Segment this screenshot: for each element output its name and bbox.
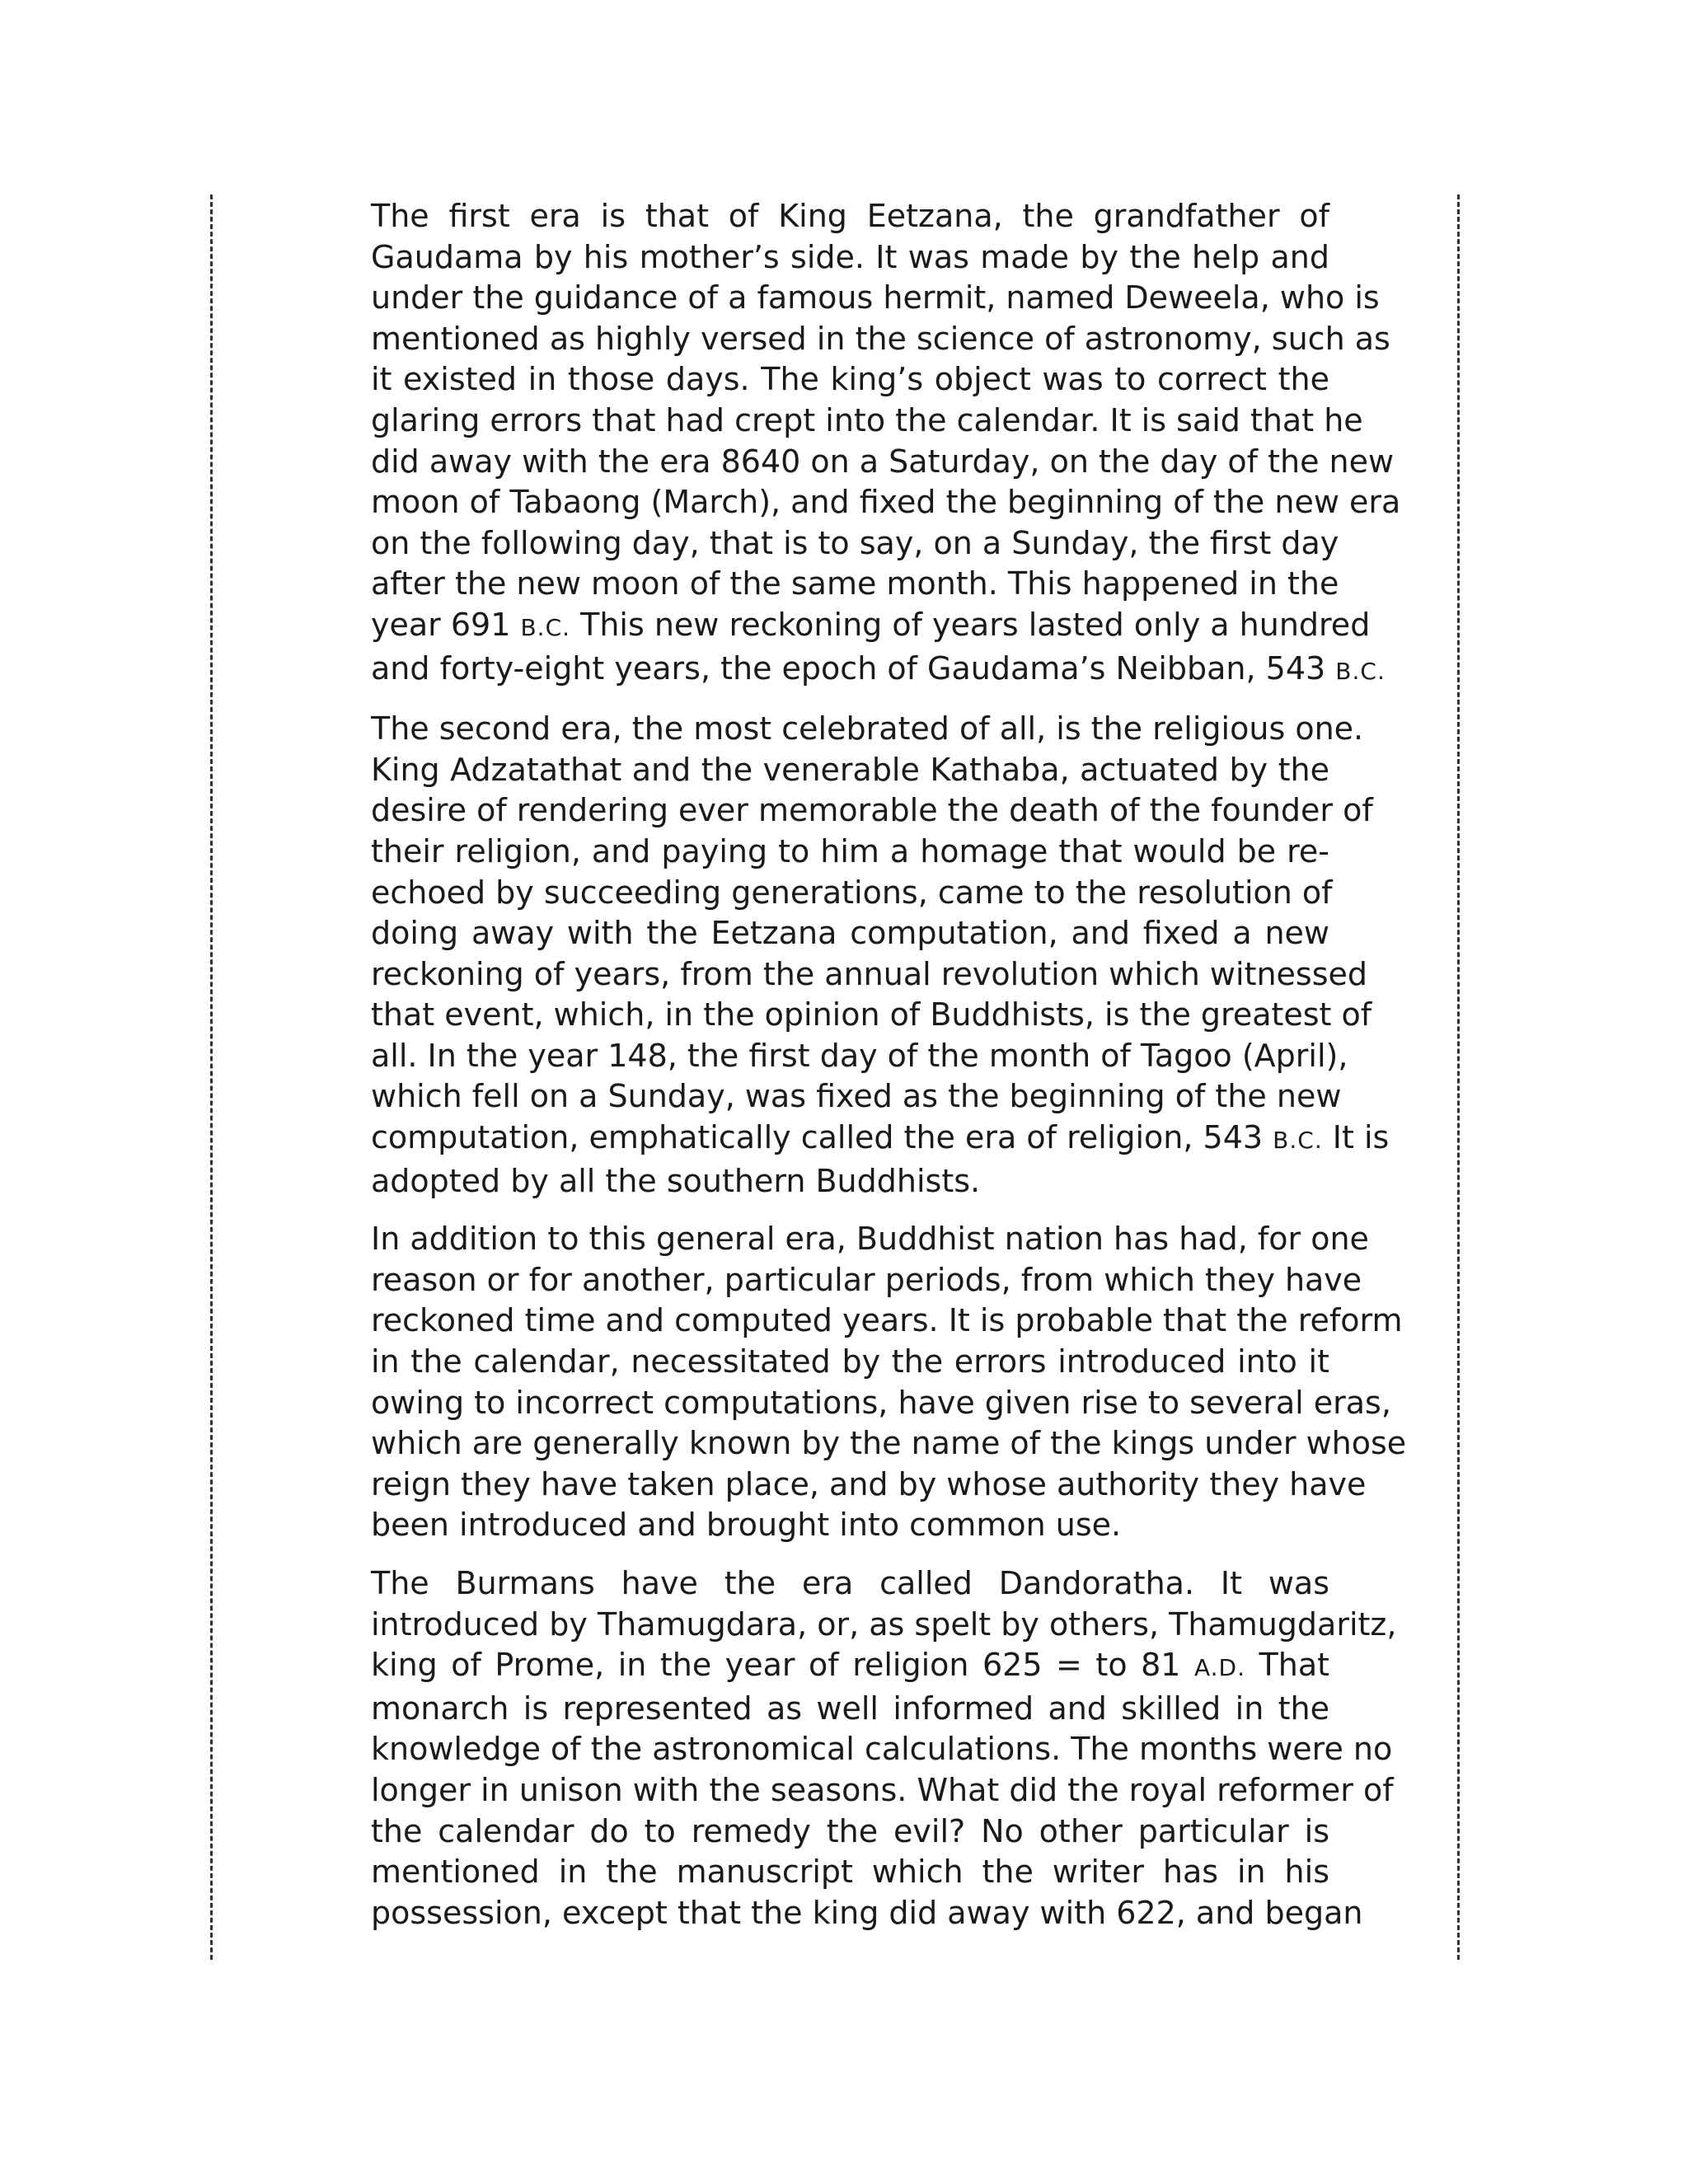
text-line: desire of rendering ever memorable the death of the founder of: [371, 792, 1373, 829]
text-line: that event, which, in the opinion of Buddhists, is the greatest of: [371, 996, 1372, 1033]
text-line: mentioned in the manuscript which the writer has in his: [371, 1854, 1329, 1891]
text-line: in the calendar, necessitated by the errors introduced into it: [371, 1343, 1329, 1380]
text-line: King Adzatathat and the venerable Kathaba, actuated by the: [371, 751, 1329, 788]
right-cut-guide: [1457, 194, 1460, 1960]
text-line: their religion, and paying to him a homage that would be re-: [371, 832, 1329, 869]
text-line: owing to incorrect computations, have given rise to several eras,: [371, 1384, 1391, 1421]
text-line: longer in unison with the seasons. What did the royal reformer of: [371, 1771, 1394, 1808]
paragraph-eetzana-era: [337, 196, 1401, 691]
text-line: In addition to this general era, Buddhist nation has had, for one: [371, 1221, 1369, 1258]
left-cut-guide: [210, 194, 213, 1960]
text-line: echoed by succeeding generations, came to the resolution of: [371, 874, 1333, 911]
text-line: all. In the year 148, the first day of the month of Tagoo (April),: [371, 1037, 1348, 1074]
text-line: The Burmans have the era called Dandoratha. It was: [371, 1565, 1329, 1601]
text-line: The second era, the most celebrated of all, is the religious one.: [371, 710, 1364, 748]
text-line: computation, emphatically called the era of religion, 543 B.C. It is: [371, 1119, 1390, 1156]
text-line: on the following day, that is to say, on a Sunday, the first day: [371, 524, 1339, 561]
text-line: and forty-eight years, the epoch of Gaudama’s Neibban, 543 B.C.: [371, 649, 1386, 687]
text-line: introduced by Thamugdara, or, as spelt by others, Thamugdaritz,: [371, 1605, 1397, 1643]
paragraph-particular-periods: [337, 1219, 1407, 1546]
text-line: after the new moon of the same month. This happened in the: [371, 565, 1339, 602]
text-line: The first era is that of King Eetzana, the grandfather of: [371, 198, 1329, 234]
text-line: reason or for another, particular periods, from which they have: [371, 1261, 1362, 1298]
text-line: moon of Tabaong (March), and fixed the beginning of the new era: [371, 484, 1401, 521]
text-line: reckoning of years, from the annual revolution which witnessed: [371, 955, 1368, 992]
text-line: did away with the era 8640 on a Saturday, on the day of the new: [371, 443, 1395, 480]
text-line: possession, except that the king did away with 622, and began: [371, 1894, 1363, 1931]
text-line: which fell on a Sunday, was fixed as the beginning of the new: [371, 1078, 1342, 1115]
text-line: monarch is represented as well informed and skilled in the: [371, 1690, 1329, 1727]
text-line: year 691 B.C. This new reckoning of years lasted only a hundred: [371, 606, 1371, 643]
body-text: [337, 196, 1407, 1951]
text-line: king of Prome, in the year of religion 625 = to 81 A.D. That: [371, 1647, 1330, 1684]
text-line: reckoned time and computed years. It is probable that the reform: [371, 1302, 1403, 1339]
text-line: glaring errors that had crept into the calendar. It is said that he: [371, 401, 1363, 438]
text-line: reign they have taken place, and by whose authority they have: [371, 1465, 1367, 1502]
text-line: been introduced and brought into common use.: [371, 1507, 1122, 1544]
text-line: under the guidance of a famous hermit, named Deweela, who is: [371, 279, 1380, 316]
paragraph-dandoratha-era: [337, 1563, 1397, 1933]
text-line: adopted by all the southern Buddhists.: [371, 1162, 981, 1199]
text-line: Gaudama by his mother’s side. It was made by the help and: [371, 238, 1329, 275]
text-line: doing away with the Eetzana computation, and fixed a new: [371, 915, 1329, 952]
text-line: mentioned as highly versed in the science of astronomy, such as: [371, 320, 1390, 357]
text-line: the calendar do to remedy the evil? No other particular is: [371, 1812, 1329, 1849]
text-line: knowledge of the astronomical calculations. The months were no: [371, 1731, 1393, 1768]
text-line: it existed in those days. The king’s object was to correct the: [371, 361, 1329, 398]
paragraph-religious-era: [337, 709, 1390, 1202]
text-line: which are generally known by the name of the kings under whose: [371, 1425, 1407, 1462]
